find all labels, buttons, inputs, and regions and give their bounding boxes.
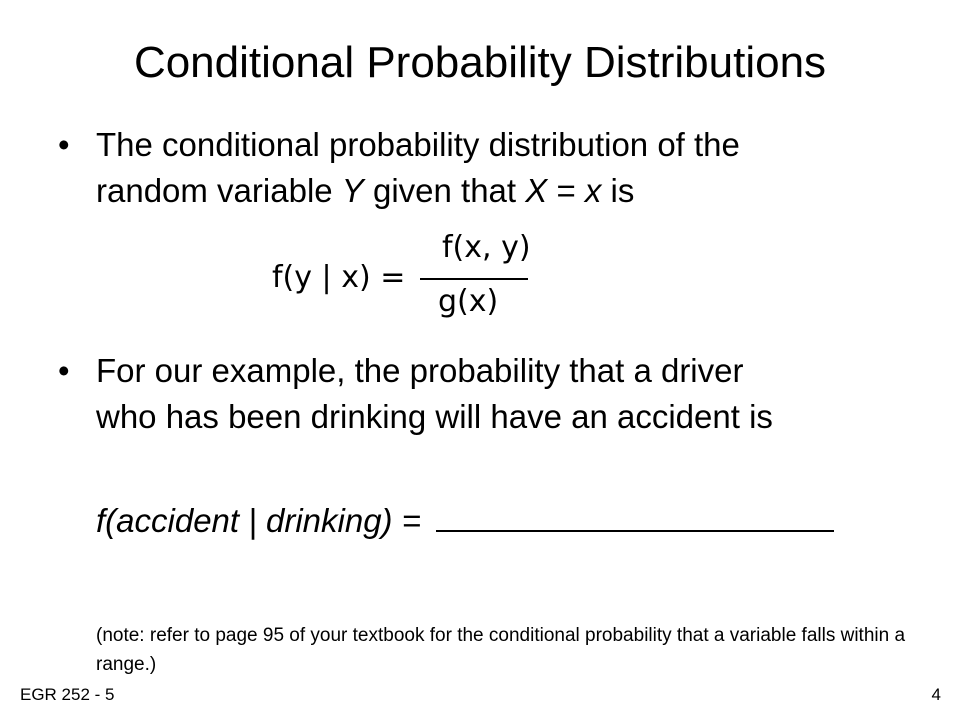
- bullet-marker: •: [58, 126, 70, 163]
- bullet-line-2: who has been drinking will have an accident is: [96, 398, 773, 435]
- fraction-bar: [420, 278, 528, 280]
- question-text: f(accident | drinking) =: [96, 502, 431, 539]
- question-line: [96, 500, 834, 540]
- conditional-probability-formula: [272, 228, 552, 328]
- bullet-example: [58, 348, 898, 440]
- bullet-text: [96, 348, 898, 440]
- variable-x-lower: x: [584, 172, 602, 209]
- textbook-note: (note: refer to page 95 of your textbook for the conditional probability that a variable falls within a range.): [96, 625, 906, 675]
- variable-x-upper: X: [525, 172, 548, 209]
- formula-denominator: g(x): [438, 284, 499, 319]
- course-footer: EGR 252 - 5: [20, 685, 115, 704]
- bullet-text: [96, 122, 898, 214]
- formula-numerator: f(x, y): [442, 230, 531, 265]
- bullet-line-1: The conditional probability distribution of the: [96, 126, 740, 163]
- equals-sign: =: [547, 172, 585, 209]
- bullet-line-1: For our example, the probability that a driver: [96, 352, 744, 389]
- text-fragment: is: [601, 172, 635, 209]
- bullet-definition: [58, 122, 898, 214]
- bullet-marker: •: [58, 352, 70, 389]
- slide-title: Conditional Probability Distributions: [133, 38, 827, 87]
- answer-blank: [436, 500, 834, 532]
- page-number: 4: [931, 685, 941, 704]
- formula-lhs: f(y | x) =: [272, 260, 406, 295]
- bullet-line-2: [96, 168, 898, 214]
- text-fragment: given that: [363, 172, 526, 209]
- variable-y: Y: [341, 172, 364, 209]
- text-fragment: random variable: [96, 172, 342, 209]
